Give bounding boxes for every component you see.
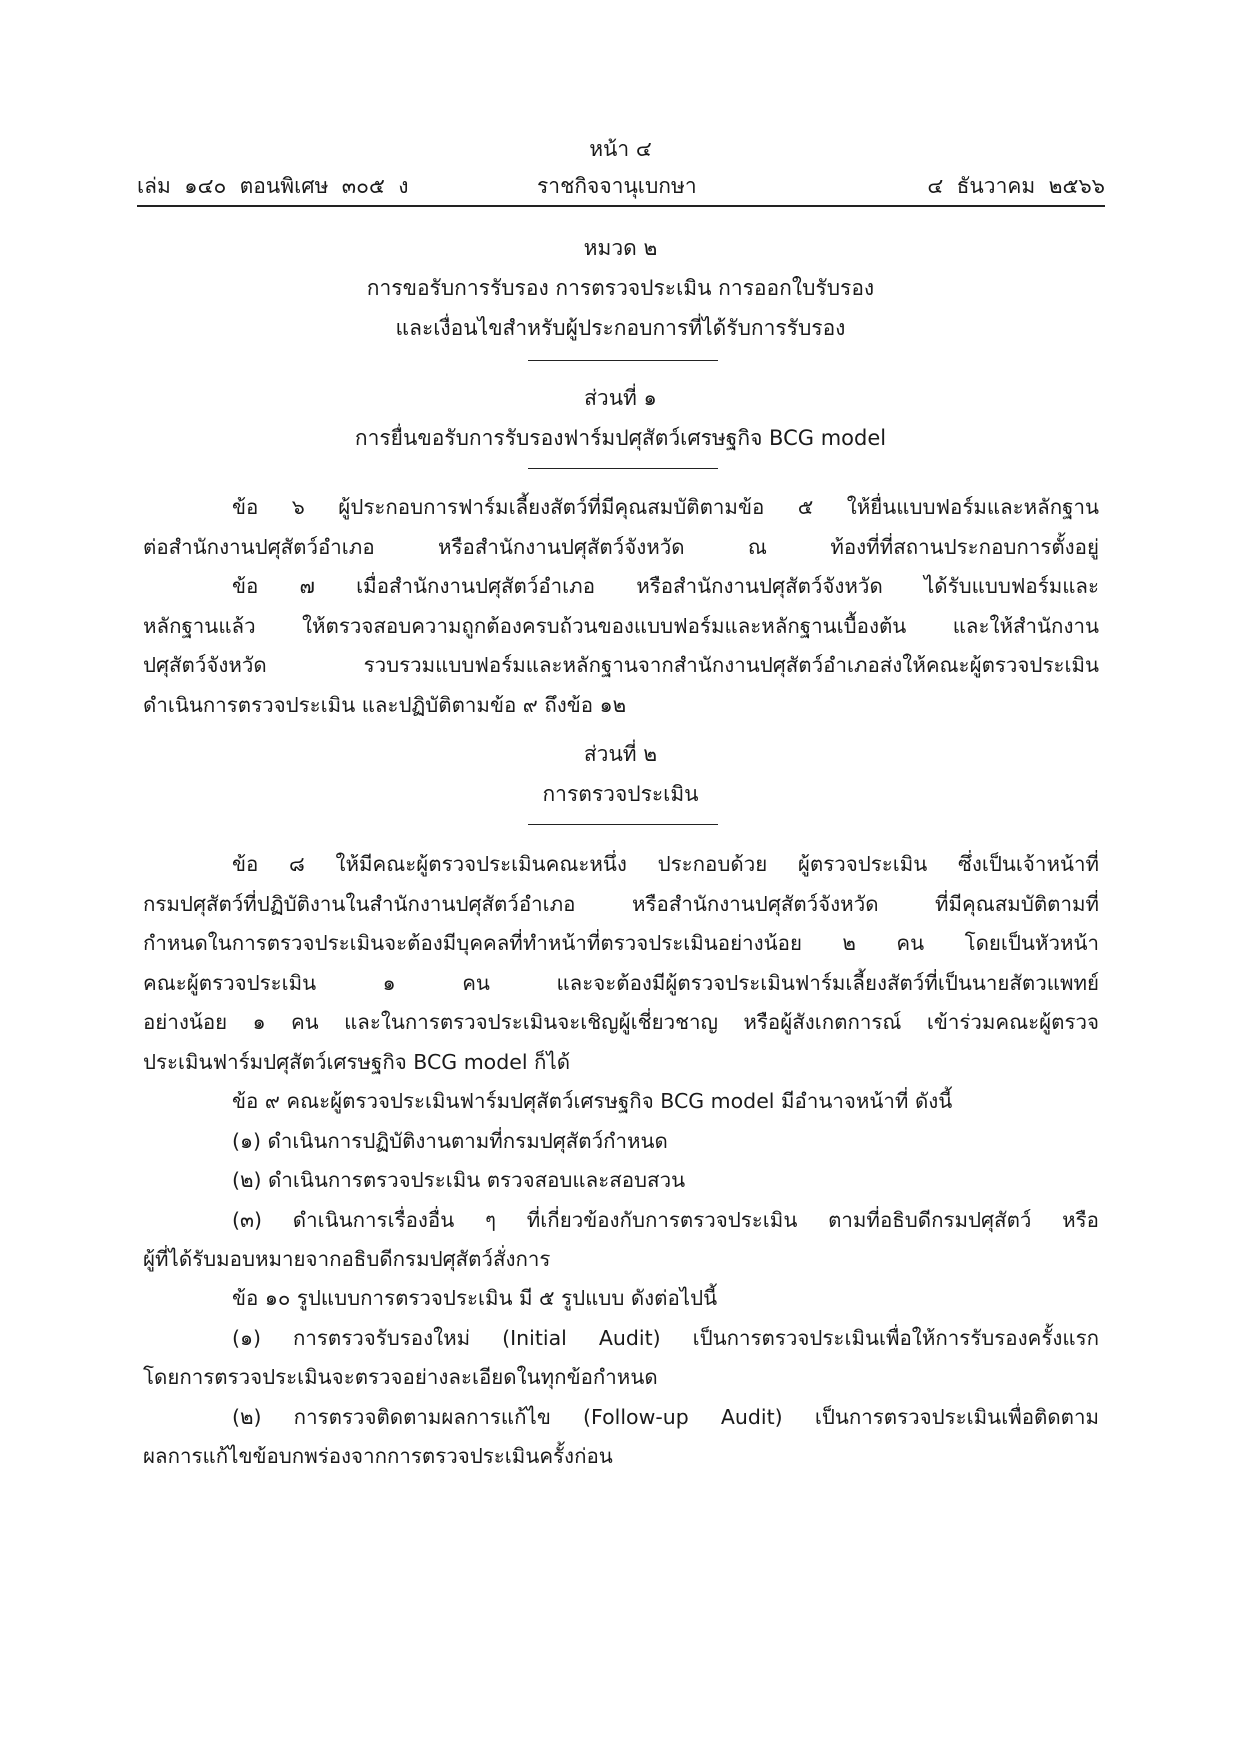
clause-9-item-2: (๒) ดำเนินการตรวจประเมิน ตรวจสอบและสอบสวน <box>232 1168 686 1192</box>
chapter-subtitle-1: การขอรับการรับรอง การตรวจประเมิน การออกใบรับรอง <box>366 276 875 300</box>
clause-10 <box>143 1279 1099 1477</box>
clause-7-line-4: ดำเนินการตรวจประเมิน และปฏิบัติตามข้อ ๙ ถึงข้อ ๑๒ <box>143 692 627 717</box>
clause-9-item-1: (๑) ดำเนินการปฏิบัติงานตามที่กรมปศุสัตว์กำหนด <box>232 1128 668 1153</box>
part1-divider <box>528 468 718 469</box>
clause-8-line-1: ข้อ ๘ ให้มีคณะผู้ตรวจประเมินคณะหนึ่ง ประกอบด้วย ผู้ตรวจประเมิน ซึ่งเป็นเจ้าหน้าที่ <box>232 852 1099 876</box>
gazette-header <box>137 170 1105 200</box>
clause-9-line-1: ข้อ ๙ คณะผู้ตรวจประเมินฟาร์มปศุสัตว์เศรษฐกิจ BCG model มีอำนาจหน้าที่ ดังนี้ <box>232 1089 953 1113</box>
part2-divider <box>528 824 718 825</box>
volume-info: เล่ม ๑๔๐ ตอนพิเศษ ๓๐๕ ง <box>137 174 409 198</box>
clause-8-line-6: ประเมินฟาร์มปศุสัตว์เศรษฐกิจ BCG model ก็ได้ <box>143 1049 571 1074</box>
clause-10-item-1-line-1: (๑) การตรวจรับรองใหม่ (Initial Audit) เป็นการตรวจประเมินเพื่อให้การรับรองครั้งแรก <box>232 1325 1099 1350</box>
clause-6-line-2: ต่อสำนักงานปศุสัตว์อำเภอ หรือสำนักงานปศุสัตว์จังหวัด ณ ท้องที่ที่สถานประกอบการตั้งอยู่ <box>143 534 1099 559</box>
chapter-subtitle-2: และเงื่อนไขสำหรับผู้ประกอบการที่ได้รับการรับรอง <box>395 316 846 340</box>
part2-title: ส่วนที่ ๒ <box>583 742 658 766</box>
clause-8-line-3: กำหนดในการตรวจประเมินจะต้องมีบุคคลที่ทำหน้าที่ตรวจประเมินอย่างน้อย ๒ คน โดยเป็นหัวหน้า <box>143 931 1099 955</box>
clause-7 <box>143 567 1099 725</box>
clause-6-line-1: ข้อ ๖ ผู้ประกอบการฟาร์มเลี้ยงสัตว์ที่มีคุณสมบัติตามข้อ ๕ ให้ยื่นแบบฟอร์มและหลักฐาน <box>232 495 1099 519</box>
publication-date: ๔ ธันวาคม ๒๕๖๖ <box>927 174 1105 198</box>
clause-7-line-2: หลักฐานแล้ว ให้ตรวจสอบความถูกต้องครบถ้วนของแบบฟอร์มและหลักฐานเบื้องต้น และให้สำนักงาน <box>143 613 1099 638</box>
clause-6 <box>143 488 1099 567</box>
clause-8 <box>143 845 1099 1082</box>
chapter-divider <box>528 360 718 361</box>
clause-10-line-1: ข้อ ๑๐ รูปแบบการตรวจประเมิน มี ๕ รูปแบบ ดังต่อไปนี้ <box>232 1286 718 1310</box>
chapter-title: หมวด ๒ <box>583 236 658 260</box>
page-number: หน้า ๔ <box>589 137 652 161</box>
header-divider <box>137 205 1105 207</box>
part1-title: ส่วนที่ ๑ <box>584 386 657 410</box>
clause-10-item-1-line-2: โดยการตรวจประเมินจะตรวจอย่างละเอียดในทุกข้อกำหนด <box>143 1365 658 1389</box>
part2-subtitle: การตรวจประเมิน <box>542 782 699 806</box>
publication-name: ราชกิจจานุเบกษา <box>537 174 697 198</box>
part1-subtitle: การยื่นขอรับการรับรองฟาร์มปศุสัตว์เศรษฐกิจ BCG model <box>354 426 887 450</box>
clause-8-line-5: อย่างน้อย ๑ คน และในการตรวจประเมินจะเชิญผู้เชี่ยวชาญ หรือผู้สังเกตการณ์ เข้าร่วมคณะผู้ตรวจ <box>143 1010 1099 1034</box>
clause-8-line-4: คณะผู้ตรวจประเมิน ๑ คน และจะต้องมีผู้ตรวจประเมินฟาร์มเลี้ยงสัตว์ที่เป็นนายสัตวแพทย์ <box>143 970 1099 995</box>
clause-8-line-2: กรมปศุสัตว์ที่ปฏิบัติงานในสำนักงานปศุสัตว์อำเภอ หรือสำนักงานปศุสัตว์จังหวัด ที่มีคุณสมบัติตามที่ <box>143 891 1099 916</box>
clause-9-item-3-line-1: (๓) ดำเนินการเรื่องอื่น ๆ ที่เกี่ยวข้องกับการตรวจประเมิน ตามที่อธิบดีกรมปศุสัตว์ หรือ <box>232 1207 1099 1232</box>
clause-10-item-2-line-2: ผลการแก้ไขข้อบกพร่องจากการตรวจประเมินครั้งก่อน <box>143 1444 613 1468</box>
clause-10-item-2-line-1: (๒) การตรวจติดตามผลการแก้ไข (Follow-up Audit) เป็นการตรวจประเมินเพื่อติดตาม <box>232 1404 1099 1429</box>
clause-7-line-1: ข้อ ๗ เมื่อสำนักงานปศุสัตว์อำเภอ หรือสำนักงานปศุสัตว์จังหวัด ได้รับแบบฟอร์มและ <box>232 574 1099 598</box>
clause-9 <box>143 1082 1099 1280</box>
clause-7-line-3: ปศุสัตว์จังหวัด รวบรวมแบบฟอร์มและหลักฐานจากสำนักงานปศุสัตว์อำเภอส่งให้คณะผู้ตรวจประเมิน <box>143 653 1099 677</box>
clause-9-item-3-line-2: ผู้ที่ได้รับมอบหมายจากอธิบดีกรมปศุสัตว์สั่งการ <box>143 1247 551 1271</box>
